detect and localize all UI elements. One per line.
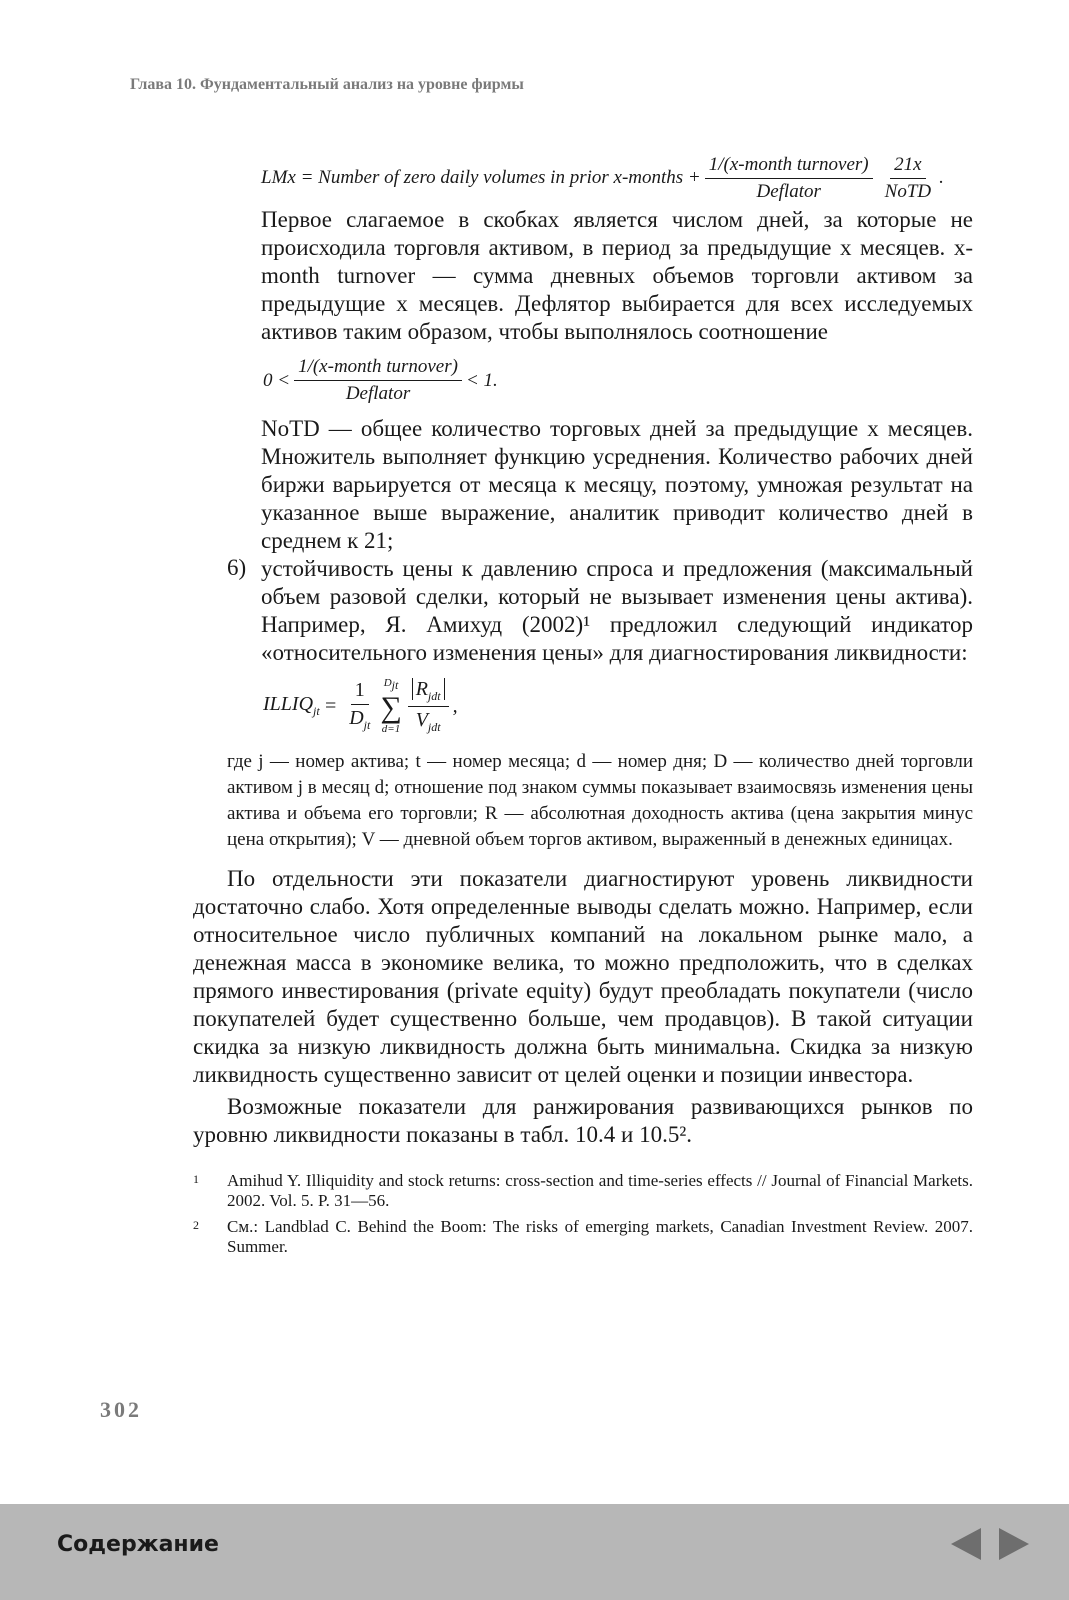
paragraph-1: Первое слагаемое в скобках является числом дней, за которые не происходила торговля активом, в период за предыдущие x месяцев. x-month turnover — сумма дневных объемов торговли активом за предыдущие x месяцев. Дефлятор выбирается для всех исследуемых активов таким образом, чтобы выполнялось соотношение (261, 207, 973, 344)
illiq-equals: = (323, 694, 338, 717)
paragraph-1-block (261, 206, 973, 346)
formula-lmx-end: . (939, 167, 944, 188)
sigma-icon: ∑ (380, 691, 402, 725)
page-body (193, 150, 973, 1263)
footnote-text: Amihud Y. Illiquidity and stock returns: cross-section and time-series effects // Journal of Financial Markets. 2002. Vol. 5. P. 31—56. (227, 1171, 973, 1211)
sum-symbol (380, 677, 401, 735)
fraction-numerator: 1/(x-month turnover) (705, 154, 873, 179)
footnotes (193, 1171, 973, 1257)
illiq-lhs: $ILLIQ_{jt}$ (263, 693, 320, 719)
body-text (193, 865, 973, 1149)
fraction-denominator: $D_{jt}$ (349, 707, 371, 733)
paragraph-2: NoTD — общее количество торговых дней за предыдущие x месяцев. Множитель выполняет функцию усреднения. Количество рабочих дней биржи варьируется от месяца к месяцу, поэтому, умножая результат на указанное выше выражение, аналитик приводит количество дней в среднем к 21; (261, 416, 973, 553)
sum-lower-limit: d=1 (381, 723, 401, 736)
formula-illiq (263, 677, 973, 735)
navigation-bar (0, 1504, 1069, 1600)
condition-lhs: 0 < (263, 369, 291, 391)
fraction-numerator: $R_{jdt}$ (408, 678, 449, 707)
fraction-denominator: Deflator (756, 180, 821, 202)
fraction-numerator: 1 (351, 679, 369, 705)
previous-page-arrow-icon[interactable] (951, 1528, 981, 1560)
fraction-denominator: Deflator (345, 383, 411, 404)
fraction-denominator: $V_{jdt}$ (415, 708, 441, 734)
illiq-end: , (452, 694, 458, 717)
table-of-contents-link[interactable]: Содержание (57, 1532, 219, 1557)
sum-upper-limit: $D_{jt}$ (383, 677, 399, 693)
paragraph-2-block (261, 415, 973, 555)
formula-lmx-lhs: LMx = Number of zero daily volumes in prior x-months + (261, 167, 701, 188)
formula-lmx-fraction-notd (881, 154, 935, 203)
next-page-arrow-icon[interactable] (999, 1528, 1029, 1560)
footnote-mark: 2 (193, 1218, 199, 1233)
condition-fraction (294, 356, 462, 405)
fraction-numerator: 21x (890, 154, 925, 179)
illiq-fraction-r-over-v (408, 678, 449, 735)
formula-explanation-note: где j — номер актива; t — номер месяца; d — номер дня; D — количество дней торговли активом j в месяц d; отношение под знаком суммы показывает взаимосвязь изменения цены актива и объема его торговли; R — абсолютная доходность актива (цена закрытия минус цена открытия); V — дневной объем торгов активом, выраженный в денежных единицах. (227, 751, 973, 851)
footnote-2 (193, 1217, 973, 1257)
list-item-number: 6) (227, 555, 247, 580)
footnote-text: См.: Landblad C. Behind the Boom: The risks of emerging markets, Canadian Investment Review. 2007. Summer. (227, 1217, 973, 1257)
paragraph-4: Возможные показатели для ранжирования развивающихся рынков по уровню ликвидности показаны в табл. 10.4 и 10.5². (193, 1094, 973, 1148)
condition-rhs: < 1. (465, 369, 498, 391)
fraction-denominator: NoTD (884, 180, 932, 202)
fraction-numerator: 1/(x-month turnover) (294, 356, 462, 381)
formula-deflator-condition (263, 356, 973, 405)
formula-lmx (261, 150, 973, 206)
page-number: 302 (100, 1397, 142, 1422)
running-header: Глава 10. Фундаментальный анализ на уровне фирмы (130, 76, 524, 93)
list-item-text: устойчивость цены к давлению спроса и предложения (максимальный объем разовой сделки, который не вызывает изменения цены актива). Например, Я. Амихуд (2002)¹ предложил следующий индикатор «относительного изменения цены» для диагностирования ликвидности: (261, 556, 973, 665)
paragraph-3: По отдельности эти показатели диагностируют уровень ликвидности достаточно слабо. Хотя определенные выводы сделать можно. Например, если относительное число публичных компаний на локальном рынке мало, а денежная масса в экономике велика, то можно предположить, что в сделках прямого инвестирования (private equity) будут преобладать покупатели (число покупателей будет существенно больше, чем продавцов). В такой ситуации скидка за низкую ликвидность должна быть минимальна. Скидка за низкую ликвидность существенно зависит от целей оценки и позиции инвестора. (193, 866, 973, 1088)
illiq-fraction-one-over-d (345, 679, 374, 733)
list-item-6 (193, 555, 973, 667)
footnote-1 (193, 1171, 973, 1211)
footnote-mark: 1 (193, 1172, 199, 1187)
formula-lmx-fraction-turnover (705, 154, 873, 203)
